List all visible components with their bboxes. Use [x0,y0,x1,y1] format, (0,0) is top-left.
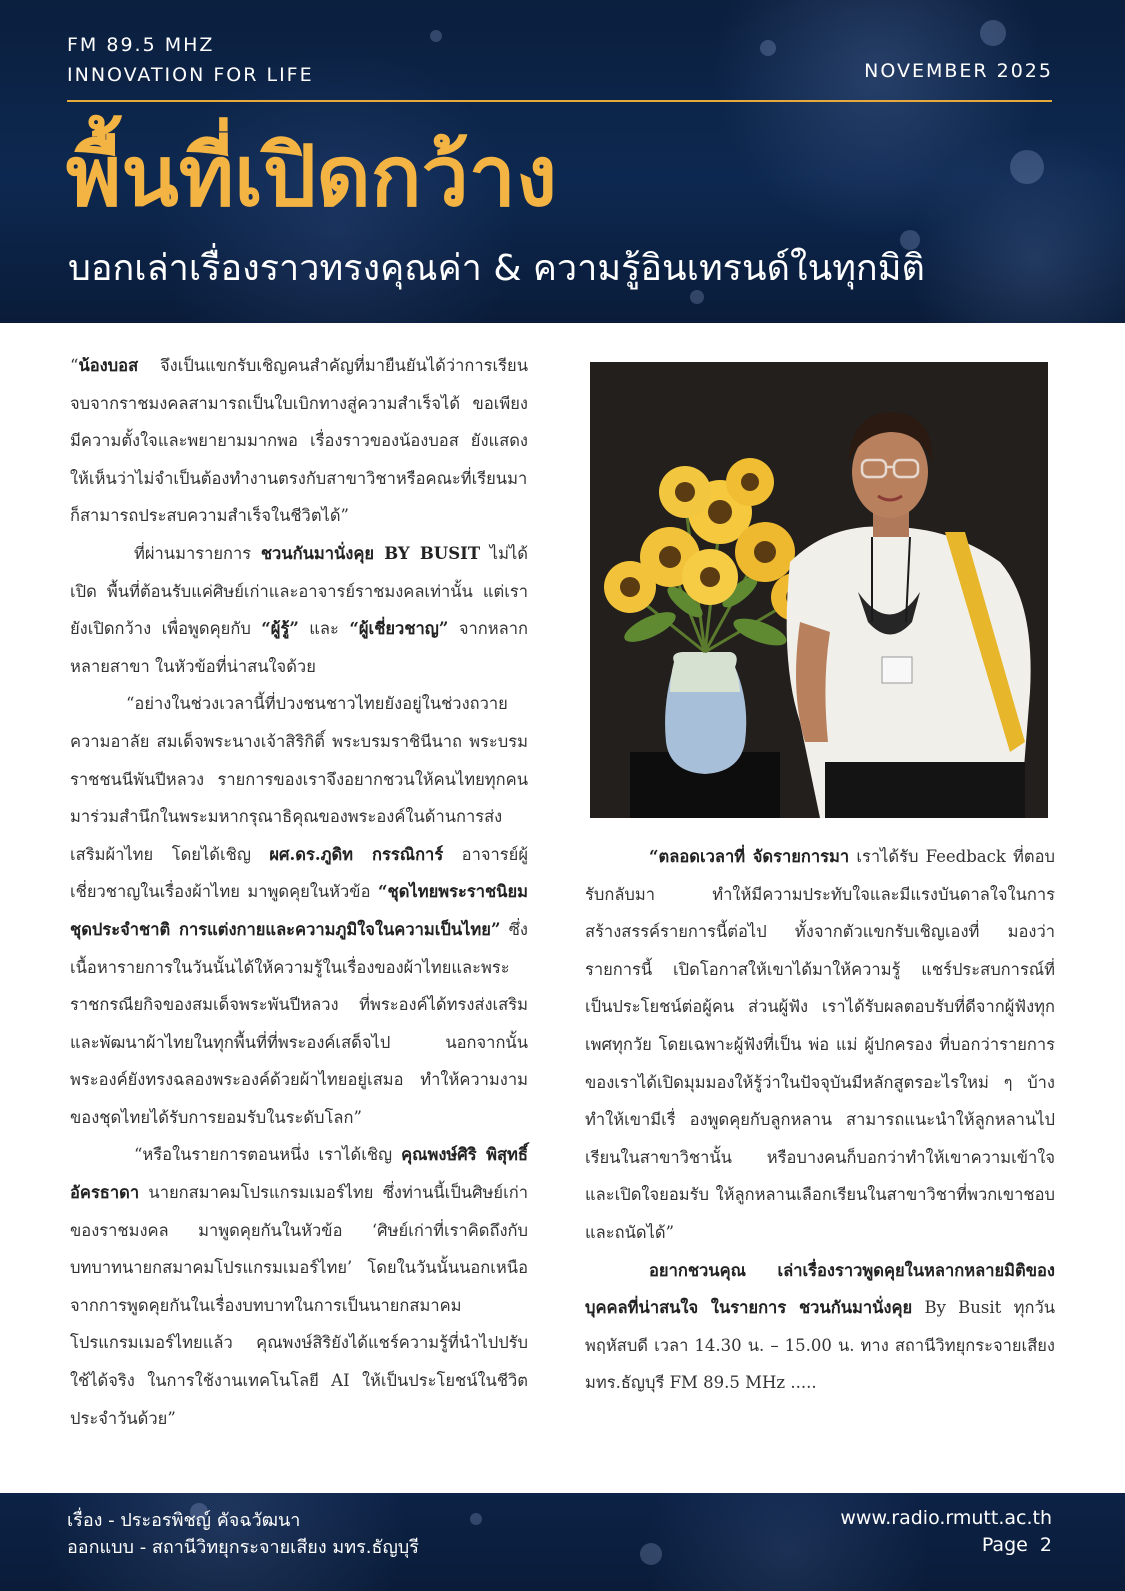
episode-topic: “ชุดไทยพระราชนิยม ชุดประจำชาติ การแต่งกายและความภูมิใจในความเป็นไทย” [70,882,528,939]
paragraph-intro: “น้องบอส จึงเป็นแขกรับเชิญคนสำคัญที่มายืนยันได้ว่าการเรียนจบจากราชมงคลสามารถเป็นใบเบิกทางสู่ความสำเร็จได้ ขอเพียงมีความตั้งใจและพยายามมากพอ เรื่องราวของน้องบอส ยังแสดงให้เห็นว่าไม่จำเป็นต้องทำงานตรงกับสาขาวิชาหรือคณะที่เรียนมาก็สามารถประสบความสำเร็จในชีวิตได้” [70,356,528,526]
left-column [70,347,528,1437]
station-tagline: INNOVATION FOR LIFE [67,64,314,86]
highlight-specialists: “ผู้เชี่ยวชาญ” [349,619,449,639]
highlight-throughout: “ตลอดเวลาที่ จัดรายการมา [649,847,850,866]
bokeh-dot [760,40,776,56]
guest-name-boss: น้องบอส [78,356,139,375]
paragraph-thai-fabric [70,685,528,1136]
page-footer [0,1493,1125,1591]
header-divider [67,100,1052,102]
paragraph-text: จึงเป็นแขกรับเชิญคนสำคัญที่มายืนยันได้ว่าการเรียนจบจากราชมงคลสามารถเป็นใบเบิกทางสู่ความสำเร็จได้ ขอเพียงมีความตั้งใจและพยายามมากพอ เรื่องราวของน้องบอส ยังแสดงให้เห็นว่าไม่จำเป็นต้องทำงานตรงกับสาขาวิชาหรือคณะที่เรียนมาก็สามารถประสบความสำเร็จในชีวิตได้” [70,356,528,526]
bokeh-dot [640,1543,662,1565]
program-name: ชวนกันมานั่งคุย BY BUSIT [260,543,481,563]
paragraph-text: และ [298,619,350,639]
woman-with-sunflower-vase-photo [590,362,1048,818]
website-link[interactable]: www.radio.rmutt.ac.th [840,1507,1052,1529]
paragraph-text: “อย่างในช่วงเวลานี้ที่ปวงชนชาวไทยยังอยู่ในช่วงถวายความอาลัย สมเด็จพระนางเจ้าสิริกิติ์ พระบรมราชินีนาถ พระบรมราชชนนีพันปีหลวง รายการของเราจึงอยากชวนให้คนไทยทุกคนมาร่วมสำนึกในพระมหากรุณาธิคุณของพระองค์ในด้านการส่งเสริมผ้าไทย โดยได้เชิญ [70,694,528,864]
station-info [67,30,314,90]
page-subtitle: บอกเล่าเรื่องราวทรงคุณค่า & ความรู้อินเทรนด์ในทุกมิติ [68,248,925,289]
paragraph-text: “หรือในรายการตอนหนึ่ง เราได้เชิญ [134,1145,402,1165]
paragraph-invitation [585,1252,1055,1402]
bokeh-dot [470,1513,482,1525]
guest-photo [590,362,1048,818]
invitation-highlight: อยากชวนคุณ เล่าเรื่องราวพูดคุยในหลากหลายมิติของบุคคลที่น่าสนใจ ในรายการ ชวนกันมานั่งคุย [585,1260,1055,1318]
paragraph-programmer [70,1136,528,1437]
paragraph-text: จากหลากหลายสาขา ในหัวข้อที่น่าสนใจด้วย [70,619,528,676]
paragraph-text: ซึ่งเนื้อหารายการในวันนั้นได้ให้ความรู้ในเรื่องของผ้าไทยและพระราชกรณียกิจของสมเด็จพระพันปีหลวง ที่พระองค์ได้ทรงส่งเสริมและพัฒนาผ้าไทยในทุกพื้นที่ที่พระองค์เสด็จไป นอกจากนั้น พระองค์ยังทรงฉลองพระองค์ด้วยผ้าไทยอยู่เสมอ ทำให้ความงามของชุดไทยได้รับการยอมรับในระดับโลก” [70,919,528,1127]
page-number: Page 2 [981,1534,1052,1556]
bokeh-dot [980,20,1006,46]
story-credit: เรื่อง - ประอรพิชญ์ คัจฉวัฒนา [67,1510,301,1531]
paragraph-text: อาจารย์ผู้เชี่ยวชาญในเรื่องผ้าไทย มาพูดคุยในหัวข้อ [70,844,528,902]
paragraph-program [70,535,528,685]
guest-name-pongsiri: คุณพงษ์ศิริ พิสุทธิ์อัครธาดา [70,1145,528,1203]
bokeh-dot [1010,150,1044,184]
footer-right [840,1505,1052,1559]
station-frequency: FM 89.5 MHZ [67,34,215,56]
page-title: พื้นที่เปิดกว้าง [66,127,557,225]
page-header [0,0,1125,323]
issue-date: NOVEMBER 2025 [864,60,1053,82]
paragraph-text: By Busit ทุกวันพฤหัสบดี เวลา 14.30 น. – 15.00 น. ทาง สถานีวิทยุกระจายเสียง มทร.ธัญบุรี FM 89.5 MHz ..... [585,1298,1055,1393]
paragraph-feedback [585,838,1055,1252]
paragraph-text: เราได้รับ Feedback ที่ตอบรับกลับมา ทำให้มีความประทับใจและมีแรงบันดาลใจในการสร้างสรรค์รายการนี้ต่อไป ทั้งจากตัวแขกรับเชิญเองที่ มองว่ารายการนี้ เปิดโอกาสให้เขาได้มาให้ความรู้ แชร์ประสบการณ์ที่ เป็นประโยชน์ต่อผู้คน ส่วนผู้ฟัง เราได้รับผลตอบรับที่ดีจากผู้ฟังทุกเพศทุกวัย โดยเฉพาะผู้ฟังที่เป็น พ่อ แม่ ผู้ปกครอง ที่บอกว่ารายการของเราได้เปิดมุมมองให้รู้ว่าในปัจจุบันมีหลักสูตรอะไรใหม่ ๆ บ้าง ทำให้เขามีเรื่ องพูดคุยกับลูกหลาน สามารถแนะนำให้ลูกหลานไปเรียนในสาขาวิชานั้น หรือบางคนก็บอกว่าทำให้เขาความเข้าใจและเปิดใจยอมรับ ให้ลูกหลานเลือกเรียนในสาขาวิชาที่พวกเขาชอบและถนัดได้” [585,847,1055,1242]
bokeh-dot [430,30,442,42]
design-credit: ออกแบบ - สถานีวิทยุกระจายเสียง มทร.ธัญบุรี [67,1537,419,1558]
credits [67,1507,419,1561]
paragraph-text: ที่ผ่านมารายการ [134,543,261,563]
highlight-experts: “ผู้รู้” [261,619,299,639]
right-column [585,838,1055,1402]
guest-name-phudit: ผศ.ดร.ภูดิท กรรณิการ์ [269,844,444,864]
paragraph-text: ไม่ได้เปิด พื้นที่ต้อนรับแค่ศิษย์เก่าและอาจารย์ราชมงคลเท่านั้น แต่เรายังเปิดกว้าง เพื่อพูดคุยกับ [70,543,528,639]
paragraph-text: นายกสมาคมโปรแกรมเมอร์ไทย ซึ่งท่านนี้เป็นศิษย์เก่าของราชมงคล มาพูดคุยกันในหัวข้อ ‘ศิษย์เก่าที่เราคิดถึงกับบทบาทนายกสมาคมโปรแกรมเมอร์ไทย’ โดยในวันนั้นนอกเหนือจากการพูดคุยกันในเรื่องบทบาทในการเป็นนายกสมาคมโปรแกรมเมอร์ไทยแล้ว คุณพงษ์สิริยังได้แชร์ความรู้ที่นำไปปรับใช้ได้จริง ในการใช้งานเทคโนโลยี AI ให้เป็นประโยชน์ในชีวิตประจำวันด้วย” [70,1183,528,1428]
